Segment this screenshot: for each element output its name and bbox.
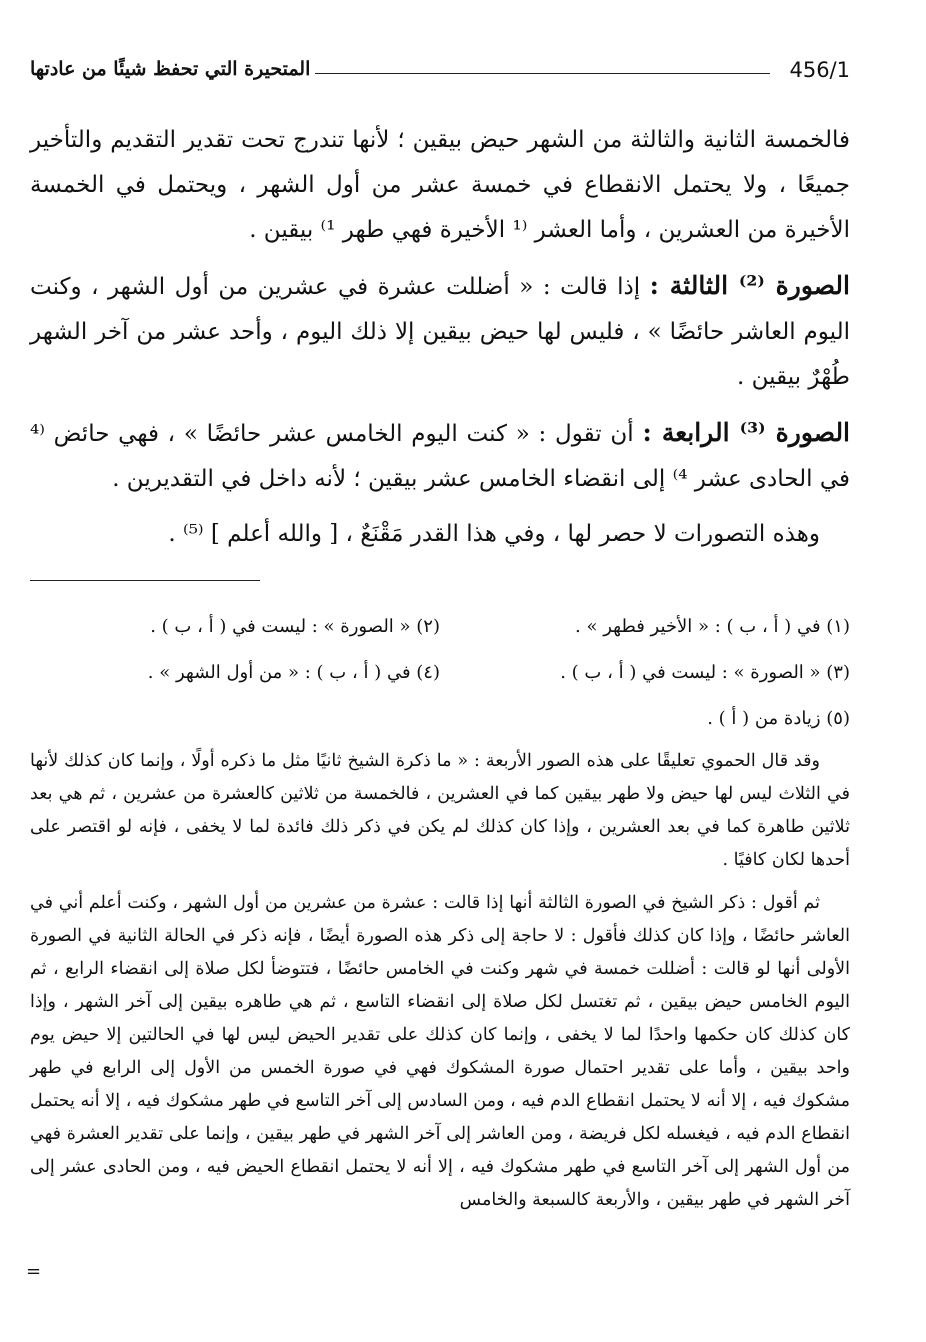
footnotes [30,604,850,742]
paragraph [30,263,850,400]
continuation-mark: = [26,1261,42,1282]
footnote-rule [30,580,260,581]
running-head [30,58,850,88]
commentary-paragraph: وقد قال الحموي تعليقًا على هذه الصور الأربعة : « ما ذكرة الشيخ ثانيًا مثل ما ذكره أولًا ، وإنما كان كذلك لأنها في الثلاث ليس لها حيض ولا طهر بيقين كما في العشرين ، فالخمسة من ثلاثين كالعشرة من عشرين ، ثم هي بعد ثلاثين طاهرة كما في بعد العشرين ، وإذا كان كذلك لم يكن في ذكر ذلك فائدة لما لا يخفى ، فإنه لو اقتصر على أحدها لكان كافيًا . [30,751,850,870]
paragraph [30,118,850,253]
footnote [30,696,440,742]
running-title: المتحيرة التي تحفظ شيئًا من عادتها [30,58,311,80]
footnote-row [30,650,850,696]
footnote: (٥) زيادة من ( أ ) . [707,708,850,729]
paragraph-text: فالخمسة الثانية والثالثة من الشهر حيض بيقين ؛ لأنها تندرج تحت تقدير التقديم والتأخير جميعًا ، ولا يحتمل الانقطاع في خمسة عشر من أول الشهر ، ويحتمل في الخمسة الأخيرة من العشرين ، وأما العشر ⁽¹ الأخيرة فهي طهر ¹⁾ بيقين . [30,127,850,243]
paragraph-text: أن تقول : « كنت اليوم الخامس عشر حائضًا » ، فهي حائض ⁽⁴ في الحادى عشر ⁴⁾ إلى انقضاء الخامس عشر بيقين ؛ لأنه داخل في التقديرين . [30,421,850,492]
paragraph-text: وهذه التصورات لا حصر لها ، وفي هذا القدر مَقْنَعٌ ، [ والله أعلم ] ⁽⁵⁾ . [168,521,820,547]
footnote: (١) في ( أ ، ب ) : « الأخير فطهر » . [575,616,850,637]
paragraph [30,512,850,557]
footnote: (٤) في ( أ ، ب ) : « من أول الشهر » . [147,662,440,683]
paragraph [30,410,850,502]
commentary [30,745,850,1227]
footnote: (٣) « الصورة » : ليست في ( أ ، ب ) . [560,662,850,683]
book-page [26,0,851,1342]
footnote-row [30,696,850,742]
section-label: الصورة ⁽³⁾ الرابعة : [642,418,851,447]
header-rule [315,73,770,74]
section-label: الصورة ⁽²⁾ الثالثة : [649,271,850,300]
paragraph-text: إذا قالت : « أضللت عشرة في عشرين من أول الشهر ، وكنت اليوم العاشر حائضًا » ، فليس لها حيض بيقين إلا ذلك اليوم ، وأحد عشر من آخر الشهر طُهْرٌ بيقين . [30,274,850,390]
page-number: 456/1 [789,58,850,82]
footnote-row [30,604,850,650]
footnote: (٢) « الصورة » : ليست في ( أ ، ب ) . [150,616,440,637]
main-text [30,118,850,567]
commentary-paragraph: ثم أقول : ذكر الشيخ في الصورة الثالثة أنها إذا قالت : عشرة من عشرين من أول الشهر ، وكنت أعلم أني في العاشر حائضًا ، وإذا كان كذلك فأقول : لا حاجة إلى ذكر هذه الصورة أيضًا ، فإنه ذكر في الحالة الثانية في الصورة الأولى أنها لو قالت : أضللت خمسة في شهر وكنت في الخامس حائضًا ، فتتوضأ لكل صلاة إلى انقضاء الرابع ، ثم اليوم الخامس حيض بيقين ، ثم تغتسل لكل صلاة إلى انقضاء التاسع ، ثم هي طاهره بيقين إلى آخر الشهر ، وإذا كان كذلك كان حكمها واحدًا لما لا يخفى ، وإنما كان كذلك على تقدير الحيض ليس لها في الحالتين إلا حيض يوم واحد بيقين ، وأما على تقدير احتمال صورة المشكوك فهي في صورة الخمس من الأول إلى الرابع في طهر مشكوك فيه ، إلا أنه لا يحتمل انقطاع الدم فيه ، ومن السادس إلى آخر التاسع في طهر مشكوك فيه ، إلا أنه يحتمل انقطاع الدم فيه ، فيغسله لكل فريضة ، ومن العاشر إلى آخر الشهر في طهر بيقين ، وإنما على تقدير العشرة فهي من أول الشهر إلى آخر التاسع في طهر مشكوك فيه ، إلا أنه لا يحتمل انقطاع الحيض فيه ، ومن الحادى عشر إلى آخر الشهر في طهر بيقين ، والأربعة كالسبعة والخامس [30,893,850,1210]
